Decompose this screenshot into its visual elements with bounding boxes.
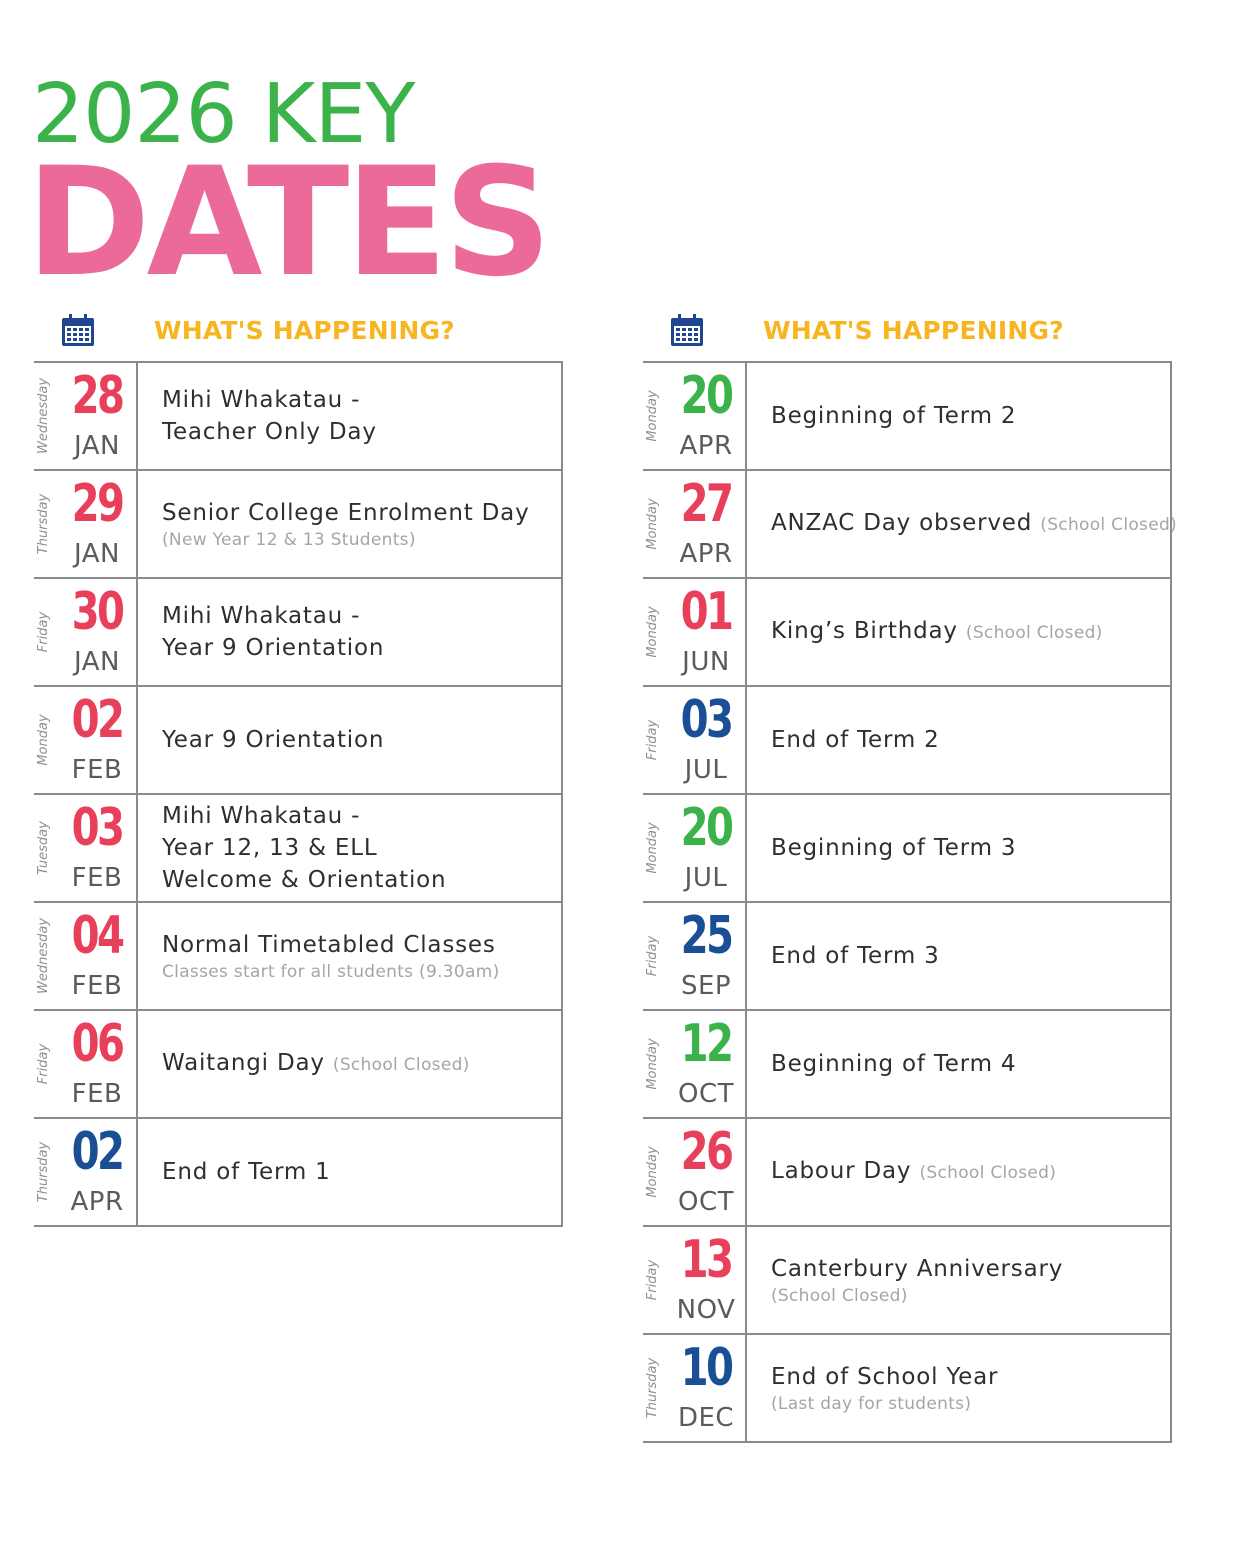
- date-cell: [643, 471, 747, 577]
- school-closed-note: (School Closed): [965, 623, 1103, 643]
- day-number: 02: [71, 690, 123, 750]
- day-number: 03: [71, 798, 123, 858]
- event-title: [771, 1048, 1170, 1080]
- weekday-label: Monday: [645, 390, 660, 442]
- event-cell: [747, 903, 1170, 1009]
- date-cell: [34, 687, 138, 793]
- weekday-label: Friday: [36, 1043, 51, 1085]
- event-title: [162, 632, 561, 664]
- event-title: [162, 416, 561, 448]
- event-cell: [138, 687, 561, 793]
- date-row: [643, 795, 1172, 903]
- event-title: [162, 929, 561, 961]
- weekday-label: Friday: [645, 719, 660, 761]
- event-title: [162, 1156, 561, 1188]
- event-text: End of Term 3: [771, 943, 940, 969]
- event-title: [162, 864, 561, 896]
- event-note: (School Closed): [771, 1286, 908, 1306]
- date-row: [643, 687, 1172, 795]
- weekday-label: Monday: [645, 822, 660, 874]
- event-title: [771, 940, 1170, 972]
- calendar-icon: [61, 313, 95, 347]
- event-title: [162, 384, 561, 416]
- date-cell: [643, 1011, 747, 1117]
- event-text: Beginning of Term 4: [771, 1051, 1017, 1077]
- date-row: [34, 1119, 563, 1227]
- day-number: 28: [71, 366, 123, 426]
- event-text: Normal Timetabled Classes: [162, 932, 496, 958]
- event-title: [771, 1253, 1170, 1285]
- day-number: 26: [680, 1122, 732, 1182]
- event-cell: [747, 1119, 1170, 1225]
- day-number: 25: [680, 906, 732, 966]
- event-title: [771, 507, 1177, 541]
- day-number: 12: [680, 1014, 732, 1074]
- month-label: JUL: [684, 755, 728, 785]
- title-dates: DATES: [26, 136, 548, 310]
- school-closed-note: (School Closed): [919, 1163, 1057, 1183]
- date-row: [643, 1011, 1172, 1119]
- date-cell: [34, 579, 138, 685]
- date-row: [34, 795, 563, 903]
- event-cell: [747, 471, 1177, 577]
- event-text: Year 12, 13 & ELL: [162, 835, 378, 861]
- month-label: NOV: [676, 1295, 736, 1325]
- title-year-key: 2026 KEY: [32, 67, 415, 162]
- event-text: End of Term 2: [771, 727, 940, 753]
- event-cell: [138, 903, 561, 1009]
- key-dates-column-right: [643, 308, 1177, 1443]
- weekday-label: Wednesday: [36, 377, 51, 455]
- month-label: APR: [679, 539, 733, 569]
- event-title: [771, 832, 1170, 864]
- date-row: [643, 1119, 1172, 1227]
- date-row: [34, 579, 563, 687]
- event-text: Year 9 Orientation: [162, 635, 385, 661]
- event-text: Beginning of Term 3: [771, 835, 1017, 861]
- weekday-label: Thursday: [36, 493, 51, 555]
- date-row: [643, 471, 1177, 579]
- month-label: FEB: [71, 1079, 123, 1109]
- column-header: [643, 308, 1172, 361]
- event-text: Year 9 Orientation: [162, 727, 385, 753]
- month-label: DEC: [677, 1403, 735, 1433]
- event-note: Classes start for all students (9.30am): [162, 962, 500, 982]
- weekday-label: Monday: [645, 1146, 660, 1198]
- column-header: [34, 308, 563, 361]
- event-note: (Last day for students): [771, 1394, 972, 1414]
- date-row: [643, 1335, 1172, 1443]
- event-cell: [138, 579, 561, 685]
- event-text: Labour Day: [771, 1158, 912, 1184]
- date-row: [34, 363, 563, 471]
- event-cell: [138, 363, 561, 469]
- column-title: WHAT'S HAPPENING?: [154, 316, 455, 345]
- date-row: [34, 471, 563, 579]
- key-dates-column-left: [34, 308, 563, 1227]
- weekday-label: Friday: [645, 935, 660, 977]
- day-number: 03: [680, 690, 732, 750]
- month-label: OCT: [677, 1187, 734, 1217]
- event-cell: [138, 1011, 561, 1117]
- event-text: Canterbury Anniversary: [771, 1256, 1064, 1282]
- date-cell: [34, 1119, 138, 1225]
- weekday-label: Thursday: [645, 1357, 660, 1419]
- weekday-label: Monday: [645, 498, 660, 550]
- event-cell: [138, 1119, 561, 1225]
- date-cell: [643, 1119, 747, 1225]
- event-text: End of School Year: [771, 1364, 999, 1390]
- event-title: [162, 724, 561, 756]
- month-label: JUN: [682, 647, 730, 677]
- weekday-label: Monday: [645, 606, 660, 658]
- month-label: JAN: [74, 539, 120, 569]
- dates-list: [34, 361, 563, 1227]
- date-row: [643, 903, 1172, 1011]
- day-number: 30: [71, 582, 123, 642]
- day-number: 01: [680, 582, 732, 642]
- date-cell: [34, 795, 138, 901]
- event-title: [162, 497, 561, 529]
- weekday-label: Monday: [36, 714, 51, 766]
- weekday-label: Friday: [36, 611, 51, 653]
- date-cell: [34, 363, 138, 469]
- month-label: JUL: [684, 863, 728, 893]
- event-text: ANZAC Day observed: [771, 510, 1033, 536]
- dates-list: [643, 361, 1177, 1443]
- event-title: [771, 400, 1170, 432]
- month-label: JAN: [74, 431, 120, 461]
- weekday-label: Friday: [645, 1259, 660, 1301]
- date-cell: [643, 903, 747, 1009]
- event-text: Mihi Whakatau -: [162, 603, 361, 629]
- date-cell: [34, 471, 138, 577]
- day-number: 02: [71, 1122, 123, 1182]
- event-cell: [138, 795, 561, 901]
- weekday-label: Monday: [645, 1038, 660, 1090]
- month-label: FEB: [71, 755, 123, 785]
- event-text: King’s Birthday: [771, 618, 958, 644]
- event-cell: [138, 471, 561, 577]
- event-title: [162, 800, 561, 832]
- event-cell: [747, 579, 1170, 685]
- event-text: Mihi Whakatau -: [162, 387, 361, 413]
- date-cell: [643, 687, 747, 793]
- month-label: APR: [70, 1187, 124, 1217]
- date-row: [34, 687, 563, 795]
- weekday-label: Wednesday: [36, 917, 51, 995]
- day-number: 06: [71, 1014, 123, 1074]
- event-title: [771, 1155, 1170, 1189]
- month-label: OCT: [677, 1079, 734, 1109]
- date-cell: [643, 363, 747, 469]
- event-title: [162, 1047, 561, 1081]
- event-text: Mihi Whakatau -: [162, 803, 361, 829]
- day-number: 27: [680, 474, 732, 534]
- month-label: SEP: [680, 971, 732, 1001]
- calendar-icon: [670, 313, 704, 347]
- school-closed-note: (School Closed): [332, 1055, 470, 1075]
- month-label: JAN: [74, 647, 120, 677]
- date-row: [643, 363, 1172, 471]
- day-number: 20: [680, 366, 732, 426]
- date-row: [34, 903, 563, 1011]
- event-cell: [747, 1011, 1170, 1117]
- event-text: Beginning of Term 2: [771, 403, 1017, 429]
- date-row: [643, 579, 1172, 687]
- date-row: [643, 1227, 1172, 1335]
- event-text: Senior College Enrolment Day: [162, 500, 530, 526]
- month-label: FEB: [71, 971, 123, 1001]
- event-title: [771, 724, 1170, 756]
- date-cell: [34, 903, 138, 1009]
- date-row: [34, 1011, 563, 1119]
- date-cell: [34, 1011, 138, 1117]
- day-number: 20: [680, 798, 732, 858]
- school-closed-note: (School Closed): [1040, 515, 1177, 535]
- date-cell: [643, 795, 747, 901]
- month-label: APR: [679, 431, 733, 461]
- event-cell: [747, 1227, 1170, 1333]
- date-cell: [643, 1335, 747, 1441]
- event-text: Waitangi Day: [162, 1050, 325, 1076]
- weekday-label: Tuesday: [36, 821, 51, 875]
- weekday-label: Thursday: [36, 1141, 51, 1203]
- date-cell: [643, 579, 747, 685]
- day-number: 13: [680, 1230, 732, 1290]
- event-text: Teacher Only Day: [162, 419, 377, 445]
- event-note: (New Year 12 & 13 Students): [162, 530, 416, 550]
- day-number: 29: [71, 474, 123, 534]
- date-cell: [643, 1227, 747, 1333]
- month-label: FEB: [71, 863, 123, 893]
- event-cell: [747, 1335, 1170, 1441]
- event-text: End of Term 1: [162, 1159, 331, 1185]
- event-title: [771, 1361, 1170, 1393]
- event-cell: [747, 795, 1170, 901]
- event-title: [771, 615, 1170, 649]
- event-cell: [747, 687, 1170, 793]
- event-cell: [747, 363, 1170, 469]
- event-text: Welcome & Orientation: [162, 867, 447, 893]
- event-title: [162, 600, 561, 632]
- column-title: WHAT'S HAPPENING?: [763, 316, 1064, 345]
- day-number: 10: [680, 1338, 732, 1398]
- event-title: [162, 832, 561, 864]
- day-number: 04: [71, 906, 123, 966]
